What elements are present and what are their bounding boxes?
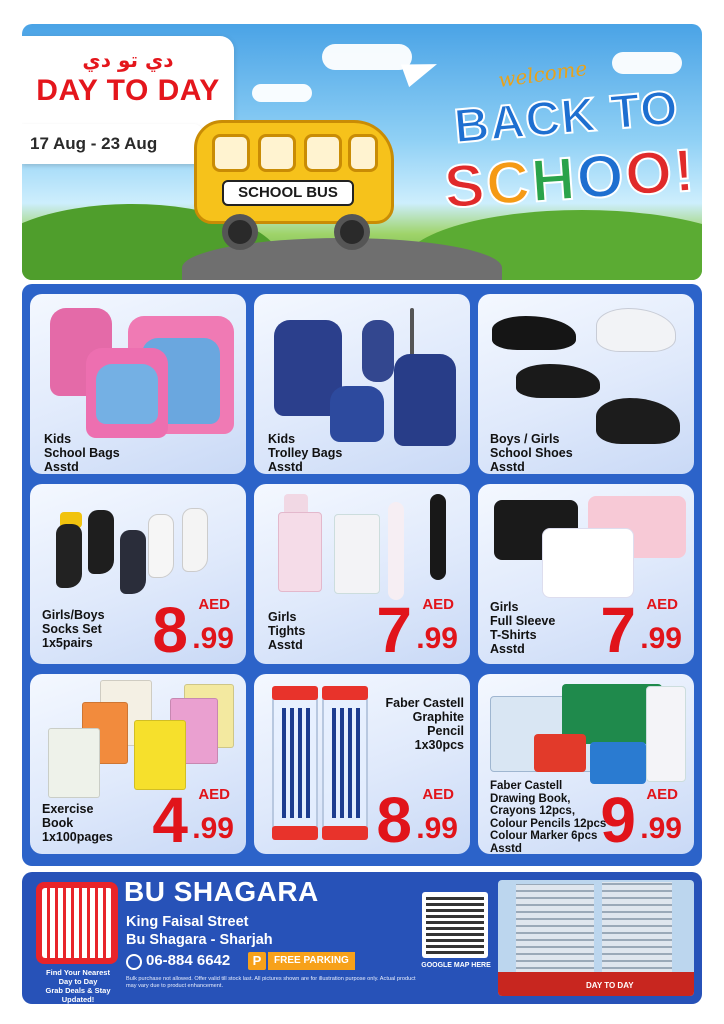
- pencil-canister-image: [272, 688, 318, 840]
- product-name: Girls Full Sleeve T-Shirts Asstd: [490, 600, 556, 656]
- find-store-text: Find Your Nearest Day to Day Grab Deals & Stay Updated!: [45, 968, 111, 1004]
- store-phone[interactable]: 06-884 6642: [146, 952, 231, 969]
- product-card-socks[interactable]: [30, 484, 246, 664]
- cloud-image: [252, 84, 312, 102]
- tights-package-image: [334, 514, 380, 594]
- price-currency: AED: [422, 596, 454, 613]
- store-footer: [22, 872, 702, 1004]
- google-map-qr-icon[interactable]: [422, 892, 488, 958]
- product-name: Kids Trolley Bags Asstd: [268, 432, 343, 474]
- cloud-image: [612, 52, 682, 74]
- product-name: Kids School Bags Asstd: [44, 432, 120, 474]
- product-name: Girls Tights Asstd: [268, 610, 306, 652]
- cloud-image: [322, 44, 412, 70]
- pencil-case-image: [362, 320, 394, 382]
- shoe-image: [516, 364, 600, 398]
- sock-image: [56, 524, 82, 588]
- product-card-tights[interactable]: [254, 484, 470, 664]
- bus-sign-text: SCHOOL BUS: [222, 180, 354, 206]
- logo-arabic-text: دي تو دي: [82, 48, 174, 72]
- header-banner: [22, 24, 702, 280]
- sock-image: [88, 510, 114, 574]
- price-decimal: .99: [416, 812, 458, 845]
- trolley-handle-image: [410, 308, 414, 358]
- product-card-exercise-book[interactable]: [30, 674, 246, 854]
- title-letter: H: [529, 144, 580, 215]
- title-line1: BACK TO: [452, 81, 681, 154]
- price-integer: 7: [600, 594, 636, 664]
- price-currency: AED: [646, 786, 678, 803]
- title-letter: !: [671, 136, 699, 205]
- wheel-icon: [334, 214, 370, 250]
- marker-pack-image: [646, 686, 686, 782]
- price-decimal: .99: [192, 622, 234, 655]
- crayons-box-image: [534, 734, 586, 772]
- product-name: Exercise Book 1x100pages: [42, 802, 113, 844]
- price-currency: AED: [198, 596, 230, 613]
- sock-image: [120, 530, 146, 594]
- price-decimal: .99: [192, 812, 234, 845]
- product-name: Girls/Boys Socks Set 1x5pairs: [42, 608, 105, 650]
- offer-dates: 17 Aug - 23 Aug: [22, 124, 202, 164]
- fairy-print-image: [96, 364, 158, 424]
- product-name: Faber Castell Drawing Book, Crayons 12pcs, Colour Pencils 12pcs Colour Marker 6pcs Asstd: [490, 780, 607, 854]
- disclaimer-text: Bulk purchase not allowed. Offer valid till stock last. All pictures shown are for illustration purpose only. Actual product may vary due to product enhancement.: [126, 976, 416, 989]
- title-letter: S: [441, 150, 489, 221]
- shoe-image: [596, 398, 680, 444]
- store-address-line2: Bu Shagara - Sharjah: [126, 932, 273, 948]
- price-currency: AED: [422, 786, 454, 803]
- title-letter: O: [622, 137, 677, 209]
- sock-image: [148, 514, 174, 578]
- free-parking-label: FREE PARKING: [268, 952, 355, 970]
- school-bus-illustration: [194, 110, 406, 250]
- shop-sign-text: DAY TO DAY: [586, 981, 634, 990]
- price-integer: 8: [376, 784, 412, 854]
- logo-text: DAY TO DAY: [36, 74, 220, 107]
- product-card-school-bags[interactable]: [30, 294, 246, 474]
- price-integer: 7: [376, 594, 412, 664]
- price-integer: 8: [152, 594, 188, 664]
- product-grid: [22, 284, 702, 866]
- price-currency: AED: [646, 596, 678, 613]
- price-integer: 4: [152, 784, 188, 854]
- price-decimal: .99: [416, 622, 458, 655]
- product-card-school-shoes[interactable]: [478, 294, 694, 474]
- price-currency: AED: [198, 786, 230, 803]
- shoe-image: [596, 308, 676, 352]
- google-map-label: GOOGLE MAP HERE: [421, 962, 491, 969]
- product-card-graphite-pencil[interactable]: [254, 674, 470, 854]
- product-card-tshirts[interactable]: [478, 484, 694, 664]
- price-integer: 9: [600, 784, 636, 854]
- parking-icon: P: [248, 952, 266, 970]
- price-decimal: .99: [640, 622, 682, 655]
- shoe-image: [492, 316, 576, 350]
- price-tag: [340, 776, 460, 854]
- product-name: Faber Castell Graphite Pencil 1x30pcs: [385, 696, 464, 752]
- price-tag: [564, 776, 684, 854]
- price-decimal: .99: [640, 812, 682, 845]
- price-tag: [340, 586, 460, 664]
- notebook-image: [48, 728, 100, 798]
- store-building-photo: [498, 880, 694, 996]
- store-address-line1: King Faisal Street: [126, 914, 249, 930]
- welcome-text: welcome: [496, 55, 589, 93]
- product-card-trolley-bags[interactable]: [254, 294, 470, 474]
- tights-image: [430, 494, 446, 580]
- wheel-icon: [222, 214, 258, 250]
- price-tag: [564, 586, 684, 664]
- title-letter: C: [483, 147, 534, 218]
- qr-code-icon[interactable]: [36, 882, 118, 964]
- trolley-bag-image: [394, 354, 456, 446]
- sock-image: [182, 508, 208, 572]
- tights-package-image: [278, 512, 322, 592]
- phone-icon: [126, 954, 142, 970]
- store-name: BU SHAGARA: [124, 876, 319, 907]
- price-tag: [116, 776, 236, 854]
- price-tag: [116, 586, 236, 664]
- product-name: Boys / Girls School Shoes Asstd: [490, 432, 573, 474]
- title-letter: O: [574, 141, 628, 212]
- product-card-faber-castell-set[interactable]: [478, 674, 694, 854]
